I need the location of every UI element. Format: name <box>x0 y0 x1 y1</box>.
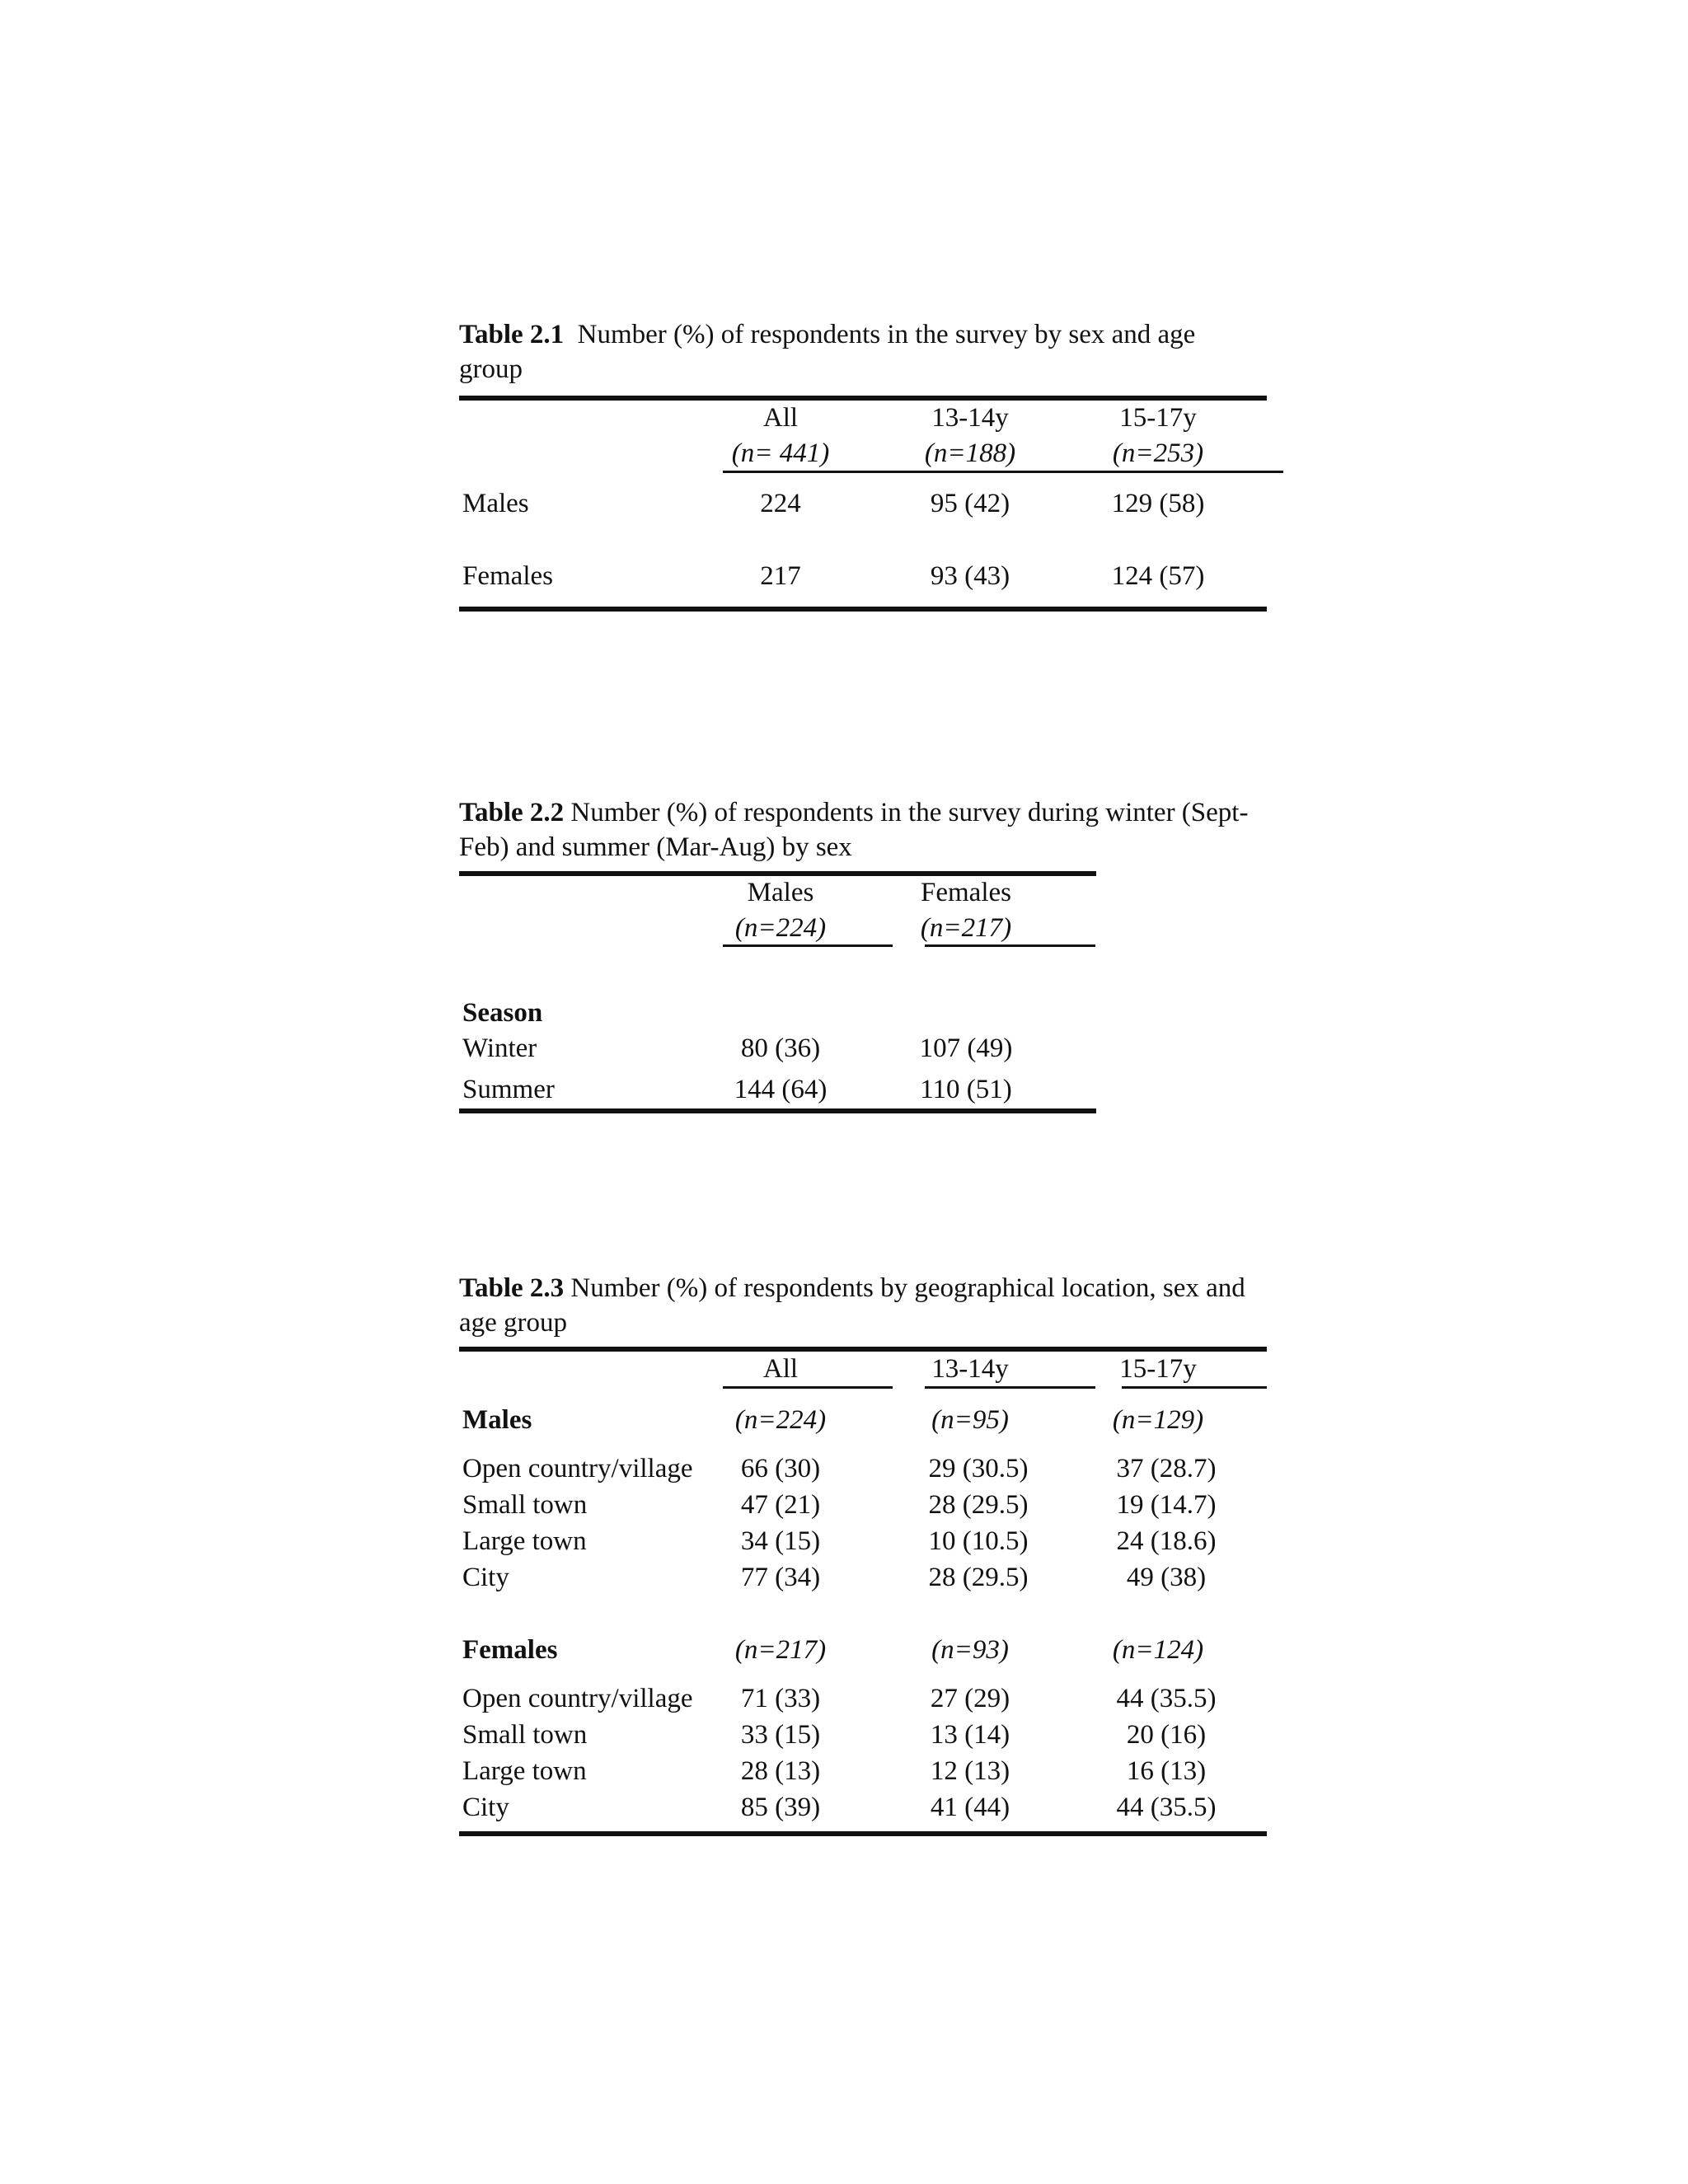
row-label: Large town <box>462 1526 587 1556</box>
row-label: City <box>462 1563 509 1592</box>
column-n: (n=217) <box>920 913 1012 943</box>
row-label: Winter <box>462 1033 537 1063</box>
table-2-2-caption <box>459 795 1248 830</box>
table-cell: 13 (14) <box>930 1720 1010 1750</box>
table-2-3-caption <box>459 1271 1245 1305</box>
table-2-1-top-rule <box>459 396 1267 401</box>
table-cell: 71 (33) <box>740 1684 821 1713</box>
table-cell: 28 (29.5) <box>928 1490 1029 1520</box>
column-header: Males <box>747 878 814 907</box>
column-header: Females <box>921 878 1011 907</box>
row-label: Females <box>462 561 553 591</box>
table-cell: 34 (15) <box>740 1526 821 1556</box>
column-header: 13-14y <box>931 1354 1009 1384</box>
column-header: 15-17y <box>1119 1354 1197 1384</box>
column-n: (n= 441) <box>731 438 830 468</box>
table-cell: 27 (29) <box>930 1684 1010 1713</box>
row-label: Large town <box>462 1756 587 1786</box>
table-2-2-caption-line1: Number (%) of respondents in the survey during winter (Sept- <box>570 798 1249 827</box>
table-cell: 80 (36) <box>740 1033 821 1063</box>
table-cell: 110 (51) <box>920 1075 1012 1104</box>
group-label: Females <box>462 1635 558 1665</box>
table-cell: 37 (28.7) <box>1116 1454 1217 1483</box>
table-2-1-label: Table 2.1 <box>459 320 565 349</box>
column-underline <box>925 944 1095 947</box>
table-cell: 49 (38) <box>1126 1563 1207 1592</box>
table-cell: 66 (30) <box>740 1454 821 1483</box>
section-label: Season <box>462 998 543 1028</box>
table-cell: 95 (42) <box>930 489 1010 518</box>
row-label: Open country/village <box>462 1684 693 1713</box>
table-2-1-caption-line2: group <box>459 354 523 384</box>
table-cell: 129 (58) <box>1111 489 1205 518</box>
table-2-3-bottom-rule <box>459 1831 1267 1836</box>
column-n: (n=188) <box>924 438 1016 468</box>
table-cell: 44 (35.5) <box>1116 1793 1217 1822</box>
row-label: Small town <box>462 1490 588 1520</box>
table-2-1-caption-line1: Number (%) of respondents in the survey by sex and age <box>577 320 1196 349</box>
table-cell: 33 (15) <box>740 1720 821 1750</box>
table-cell: 16 (13) <box>1126 1756 1207 1786</box>
row-label: Small town <box>462 1720 588 1750</box>
row-label: Summer <box>462 1075 555 1104</box>
table-cell: 93 (43) <box>930 561 1010 591</box>
table-cell: 217 <box>760 561 801 591</box>
group-n: (n=124) <box>1112 1635 1204 1665</box>
table-2-3-top-rule <box>459 1347 1267 1352</box>
row-label: Males <box>462 489 529 518</box>
column-underline <box>723 1386 893 1389</box>
column-underline <box>723 944 893 947</box>
group-n: (n=217) <box>734 1635 827 1665</box>
table-cell: 19 (14.7) <box>1116 1490 1217 1520</box>
group-n: (n=95) <box>931 1405 1009 1435</box>
table-cell: 10 (10.5) <box>928 1526 1029 1556</box>
table-2-3-caption-line2: age group <box>459 1308 568 1338</box>
table-cell: 29 (30.5) <box>928 1454 1029 1483</box>
table-2-3-label: Table 2.3 <box>459 1273 565 1303</box>
table-2-2-caption-line2: Feb) and summer (Mar-Aug) by sex <box>459 832 852 862</box>
table-cell: 44 (35.5) <box>1116 1684 1217 1713</box>
table-cell: 77 (34) <box>740 1563 821 1592</box>
table-cell: 28 (13) <box>740 1756 821 1786</box>
table-cell: 107 (49) <box>919 1033 1013 1063</box>
column-n: (n=224) <box>734 913 827 943</box>
table-cell: 144 (64) <box>734 1075 828 1104</box>
column-underline <box>925 1386 1095 1389</box>
table-2-1-bottom-rule <box>459 607 1267 612</box>
table-2-1-header-rule <box>723 471 1283 473</box>
column-n: (n=253) <box>1112 438 1204 468</box>
table-cell: 41 (44) <box>930 1793 1010 1822</box>
table-cell: 47 (21) <box>740 1490 821 1520</box>
column-header: 13-14y <box>931 403 1009 433</box>
table-cell: 124 (57) <box>1111 561 1205 591</box>
group-label: Males <box>462 1405 532 1435</box>
table-cell: 20 (16) <box>1126 1720 1207 1750</box>
row-label: City <box>462 1793 509 1822</box>
column-header: 15-17y <box>1119 403 1197 433</box>
table-2-2-bottom-rule <box>459 1108 1096 1113</box>
table-cell: 28 (29.5) <box>928 1563 1029 1592</box>
column-header: All <box>762 1354 799 1384</box>
group-n: (n=129) <box>1112 1405 1204 1435</box>
table-2-2-top-rule <box>459 871 1096 876</box>
group-n: (n=93) <box>931 1635 1009 1665</box>
table-cell: 224 <box>760 489 801 518</box>
table-2-1-caption <box>459 317 1195 352</box>
table-cell: 12 (13) <box>930 1756 1010 1786</box>
table-2-3-caption-line1: Number (%) of respondents by geographical location, sex and <box>570 1273 1245 1303</box>
column-header: All <box>762 403 799 433</box>
column-underline <box>1122 1386 1267 1389</box>
group-n: (n=224) <box>734 1405 827 1435</box>
row-label: Open country/village <box>462 1454 693 1483</box>
table-2-2-label: Table 2.2 <box>459 798 565 827</box>
table-cell: 85 (39) <box>740 1793 821 1822</box>
table-cell: 24 (18.6) <box>1116 1526 1217 1556</box>
